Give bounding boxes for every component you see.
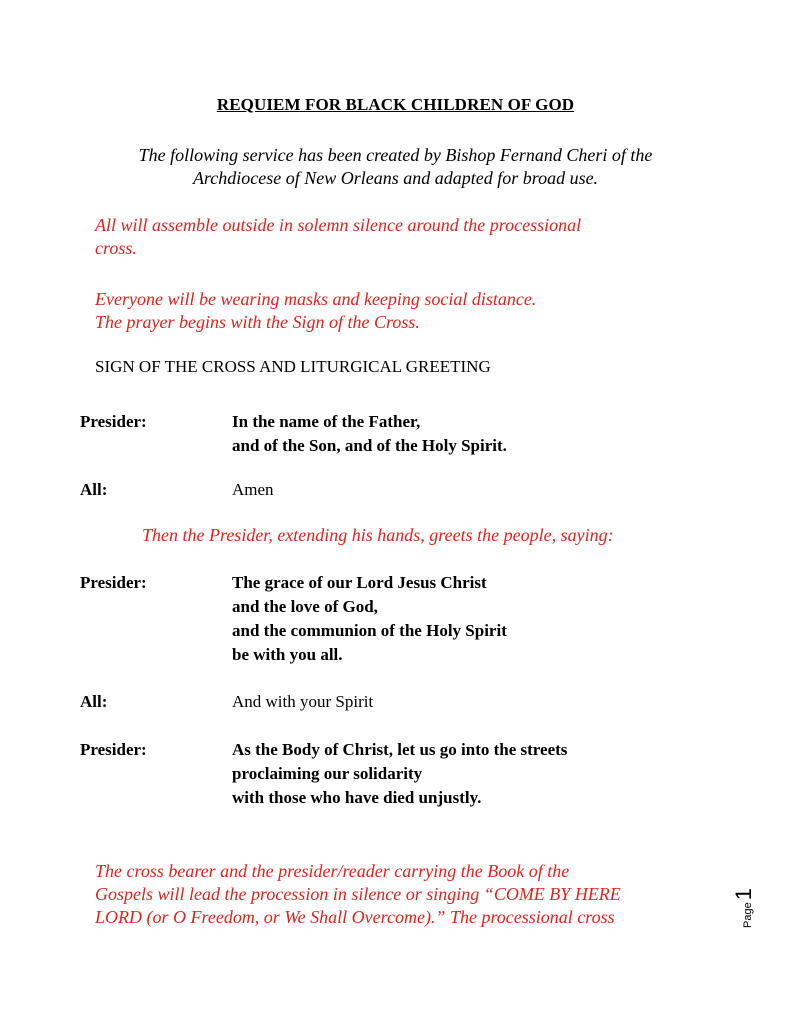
text-line: and the love of God, xyxy=(232,597,378,616)
rubric-assemble xyxy=(95,214,581,260)
intro-paragraph xyxy=(0,144,791,190)
intro-line: The following service has been created by Bishop Fernand Cheri of the xyxy=(138,145,653,165)
rubric-greeting: Then the Presider, extending his hands, greets the people, saying: xyxy=(142,525,614,545)
text-line: and of the Son, and of the Holy Spirit. xyxy=(232,436,507,455)
text-line: and the communion of the Holy Spirit xyxy=(232,621,507,640)
rubric-procession xyxy=(95,860,621,929)
presider-text xyxy=(232,410,507,458)
all-response: Amen xyxy=(232,480,274,499)
rubric-line: cross. xyxy=(95,238,137,258)
intro-line: Archdiocese of New Orleans and adapted for broad use. xyxy=(192,168,599,188)
presider-label: Presider: xyxy=(80,412,147,431)
all-label: All: xyxy=(80,692,108,711)
presider-text xyxy=(232,738,567,810)
presider-text xyxy=(232,571,507,667)
rubric-line: Gospels will lead the procession in silence or singing “COME BY HERE xyxy=(95,884,621,904)
page-footer xyxy=(731,888,757,928)
text-line: The grace of our Lord Jesus Christ xyxy=(232,573,487,592)
section-heading: SIGN OF THE CROSS AND LITURGICAL GREETING xyxy=(95,357,491,376)
page-number: 1 xyxy=(731,888,756,901)
text-line: with those who have died unjustly. xyxy=(232,788,482,807)
text-line: In the name of the Father, xyxy=(232,412,421,431)
all-label: All: xyxy=(80,480,108,499)
text-line: proclaiming our solidarity xyxy=(232,764,423,783)
rubric-line: All will assemble outside in solemn silence around the processional xyxy=(95,215,582,235)
presider-label: Presider: xyxy=(80,740,147,759)
all-response: And with your Spirit xyxy=(232,692,374,711)
presider-label: Presider: xyxy=(80,573,147,592)
text-line: be with you all. xyxy=(232,645,343,664)
rubric-line: LORD (or O Freedom, or We Shall Overcome).” The processional cross xyxy=(95,907,615,927)
rubric-masks xyxy=(95,288,536,334)
rubric-line: Everyone will be wearing masks and keeping social distance. xyxy=(95,289,537,309)
text-line: As the Body of Christ, let us go into the streets xyxy=(232,740,568,759)
page-label: Page xyxy=(742,902,754,928)
rubric-line: The prayer begins with the Sign of the Cross. xyxy=(95,312,420,332)
rubric-line: The cross bearer and the presider/reader carrying the Book of the xyxy=(95,861,570,881)
document-title: REQUIEM FOR BLACK CHILDREN OF GOD xyxy=(216,95,575,114)
